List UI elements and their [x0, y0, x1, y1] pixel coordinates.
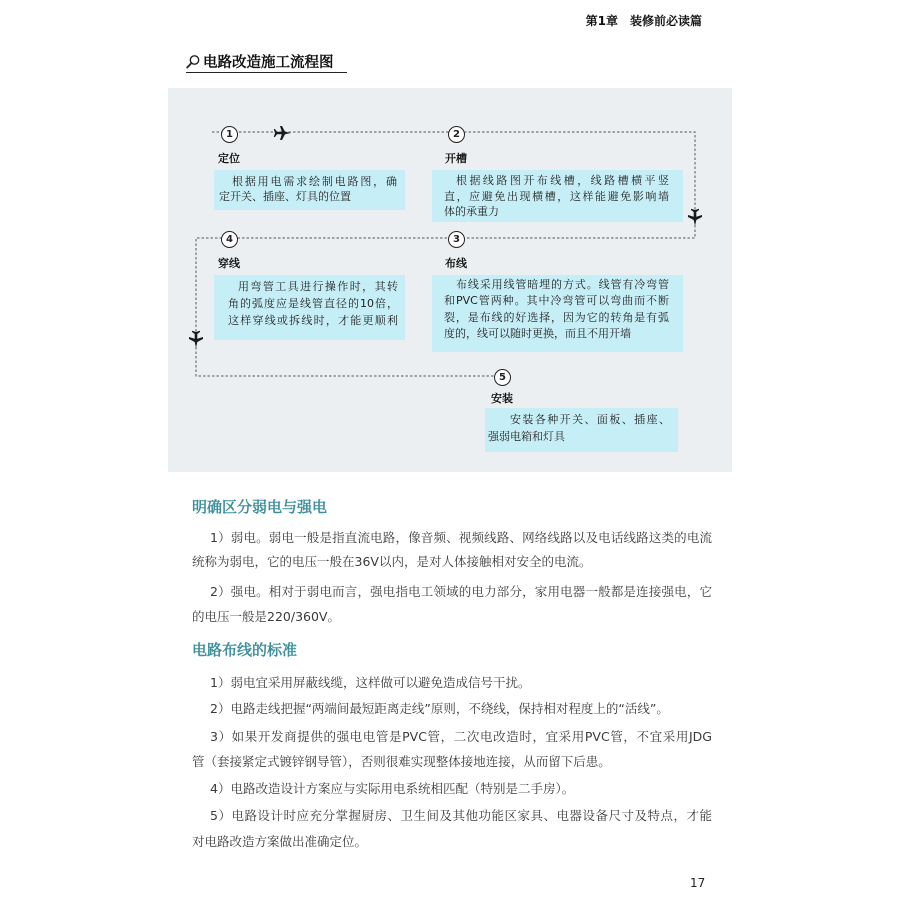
step-box-1	[214, 170, 405, 210]
airplane-icon	[189, 331, 203, 348]
flowchart-title: 电路改造施工流程图	[203, 55, 334, 71]
step-text-line: 根据线路图开布线槽，线路槽横平竖	[456, 174, 669, 187]
step-number-5: 5	[494, 369, 511, 386]
paragraph-line: 管（套接紧定式镀锌钢导管），否则很难实现整体接地连接，从而留下后患。	[192, 754, 611, 769]
step-text-line: 安装各种开关、面板、插座、	[510, 413, 670, 426]
step-box-4	[214, 275, 405, 340]
step-number-1: 1	[221, 126, 238, 143]
step-text-line: 强弱电箱和灯具	[488, 430, 565, 443]
paragraph-line: 对电路改造方案做出准确定位。	[192, 834, 368, 849]
step-text-line: 度的，线可以随时更换，而且不用开墙	[444, 326, 631, 340]
step-text-line: 用弯管工具进行操作时，其转	[238, 280, 398, 293]
step-text-line: 布线采用线管暗埋的方式。线管有冷弯管	[456, 278, 669, 291]
step-box-2	[432, 170, 683, 222]
step-text-line: 角的弧度应是线管直径的10倍，	[228, 297, 398, 310]
step-text-line: 这样穿线或拆线时，才能更顺利	[228, 314, 398, 327]
page-number: 17	[690, 876, 706, 890]
paragraph-line: 5）电路设计时应充分掌握厨房、卫生间及其他功能区家具、电器设备尺寸及特点，才能	[210, 808, 712, 823]
flowchart-title-bar	[186, 50, 347, 73]
magnifier-icon	[186, 54, 201, 69]
step-text-line: 定开关、插座、灯具的位置	[219, 190, 351, 203]
paragraph-line: 2）强电。相对于弱电而言，强电指电工领域的电力部分，家用电器一般都是连接强电，它	[210, 584, 712, 599]
step-label-2: 开槽	[445, 152, 467, 165]
step-label-3: 布线	[445, 257, 467, 270]
paragraph-line: 1）弱电宜采用屏蔽线缆，这样做可以避免造成信号干扰。	[210, 675, 531, 690]
step-label-1: 定位	[218, 152, 240, 165]
step-text-line: 裂，是布线的好选择，因为它的转角是有弧	[444, 310, 669, 324]
step-number-3: 3	[448, 231, 465, 248]
step-label-5: 安装	[491, 392, 513, 405]
airplane-icon	[688, 209, 702, 226]
section-heading: 电路布线的标准	[192, 641, 298, 659]
step-box-5	[485, 408, 678, 452]
airplane-icon	[274, 126, 291, 140]
step-text-line: 和PVC管两种。其中冷弯管可以弯曲而不断	[444, 294, 669, 308]
step-text-line: 体的承重力	[444, 205, 499, 218]
flowchart	[168, 88, 732, 472]
step-number-2: 2	[448, 126, 465, 143]
paragraph-line: 4）电路改造设计方案应与实际用电系统相匹配（特别是二手房）。	[210, 781, 575, 796]
chapter-header: 第1章 装修前必读篇	[585, 14, 702, 28]
section-heading: 明确区分弱电与强电	[192, 498, 328, 516]
paragraph-line: 1）弱电。弱电一般是指直流电路，像音频、视频线路、网络线路以及电话线路这类的电流	[210, 530, 712, 545]
paragraph-line: 统称为弱电，它的电压一般在36V以内，是对人体接触相对安全的电流。	[192, 554, 592, 569]
step-number-4: 4	[221, 231, 238, 248]
paragraph-line: 2）电路走线把握“两端间最短距离走线”原则，不绕线，保持相对程度上的“活线”。	[210, 701, 669, 716]
step-text-line: 根据用电需求绘制电路图，确	[232, 175, 397, 188]
step-label-4: 穿线	[218, 257, 240, 270]
step-text-line: 直，应避免出现横槽，这样能避免影响墙	[444, 189, 669, 203]
paragraph-line: 的电压一般是220/360V。	[192, 609, 340, 624]
step-box-3	[432, 275, 683, 352]
paragraph-line: 3）如果开发商提供的强电电管是PVC管，二次电改造时，宜采用PVC管，不宜采用JDG	[210, 729, 712, 744]
